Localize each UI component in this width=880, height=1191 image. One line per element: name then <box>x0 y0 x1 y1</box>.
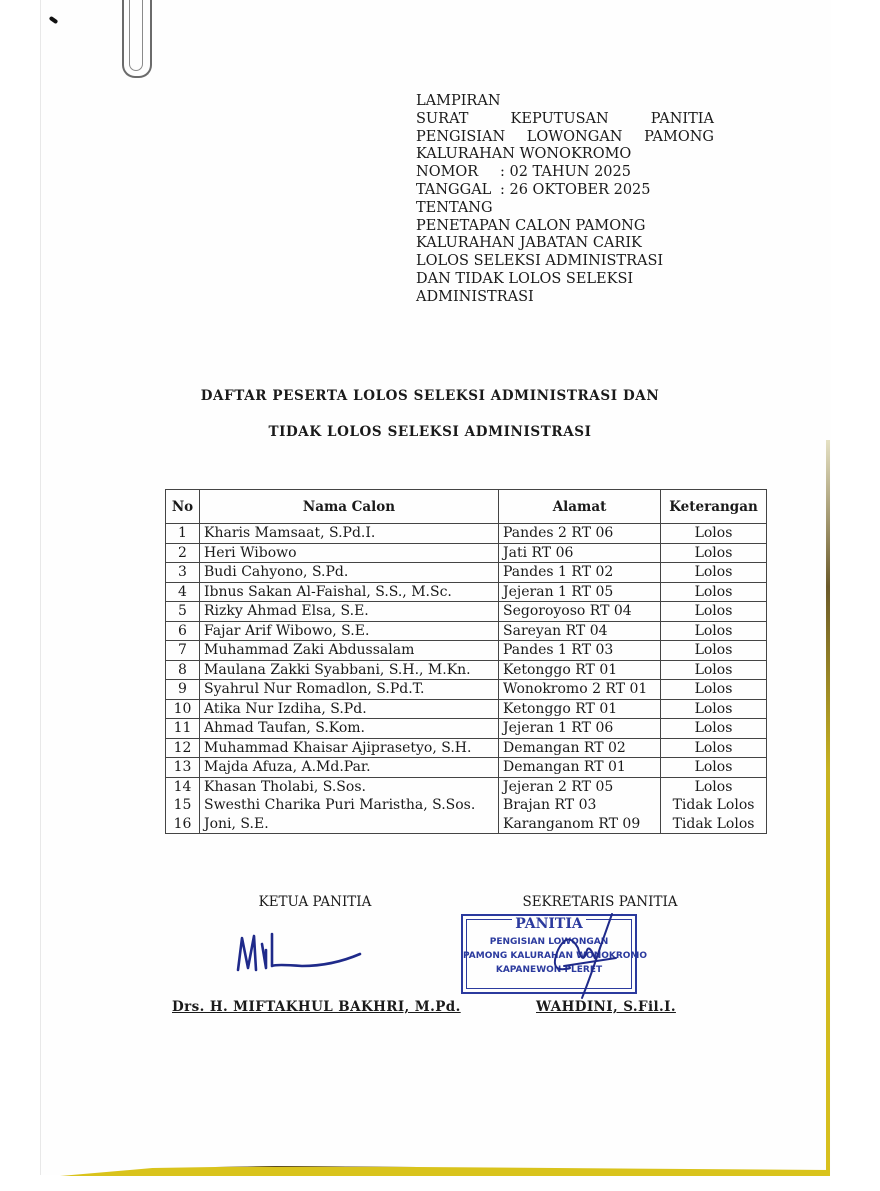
cell-no: 3 <box>166 563 200 583</box>
cell-nama: Syahrul Nur Romadlon, S.Pd.T. <box>200 680 499 700</box>
lampiran-line-2 <box>416 111 714 129</box>
stamp-line: PAMONG KALURAHAN WONOKROMO <box>463 951 648 961</box>
attachment-header <box>416 93 714 307</box>
cell-alamat: Sareyan RT 04 <box>499 621 661 641</box>
cell-alamat: Pandes 1 RT 03 <box>499 641 661 661</box>
cell-no: 8 <box>166 660 200 680</box>
cell-nama: Khasan Tholabi, S.Sos. <box>200 777 499 796</box>
cell-nama: Budi Cahyono, S.Pd. <box>200 563 499 583</box>
stamp-title: PANITIA <box>512 916 586 932</box>
header-word: LOWONGAN <box>526 128 623 145</box>
tanggal-label: TANGGAL <box>416 181 492 198</box>
header-word: SURAT <box>416 110 469 127</box>
cell-alamat: Demangan RT 02 <box>499 738 661 758</box>
cell-no: 2 <box>166 543 200 563</box>
sekretaris-role: SEKRETARIS PANITIA <box>522 894 678 910</box>
cell-alamat: Ketonggo RT 01 <box>499 660 661 680</box>
cell-nama: Kharis Mamsaat, S.Pd.I. <box>200 524 499 544</box>
column-header-nama: Nama Calon <box>200 490 499 524</box>
cell-no: 16 <box>166 815 200 834</box>
cell-no: 9 <box>166 680 200 700</box>
tanggal-value: : 26 OKTOBER 2025 <box>500 181 651 198</box>
cell-nama: Majda Afuza, A.Md.Par. <box>200 758 499 778</box>
cell-keterangan: Lolos <box>661 602 767 622</box>
cell-keterangan: Lolos <box>661 680 767 700</box>
cell-keterangan: Lolos <box>661 641 767 661</box>
table-row <box>166 641 767 661</box>
cell-alamat: Ketonggo RT 01 <box>499 699 661 719</box>
cell-no: 10 <box>166 699 200 719</box>
table-body <box>166 524 767 834</box>
cell-no: 12 <box>166 738 200 758</box>
table-row <box>166 524 767 544</box>
table-row <box>166 738 767 758</box>
table-row <box>166 602 767 622</box>
cell-keterangan: Lolos <box>661 699 767 719</box>
cell-alamat: Jati RT 06 <box>499 543 661 563</box>
table-row <box>166 758 767 778</box>
cell-keterangan: Tidak Lolos <box>661 796 767 815</box>
cell-nama: Muhammad Zaki Abdussalam <box>200 641 499 661</box>
column-header-no: No <box>166 490 200 524</box>
sekretaris-signature-icon <box>530 908 630 1004</box>
table-row <box>166 582 767 602</box>
cell-keterangan: Lolos <box>661 543 767 563</box>
ketua-signature-icon <box>232 930 372 980</box>
ketua-role: KETUA PANITIA <box>258 894 372 910</box>
cell-keterangan: Lolos <box>661 777 767 796</box>
cell-keterangan: Lolos <box>661 621 767 641</box>
cell-keterangan: Lolos <box>661 582 767 602</box>
table-row <box>166 621 767 641</box>
header-word: PANITIA <box>650 110 714 127</box>
participants-table <box>165 489 767 834</box>
header-word: KEPUTUSAN <box>510 110 609 127</box>
cell-keterangan: Lolos <box>661 719 767 739</box>
cell-keterangan: Lolos <box>661 660 767 680</box>
nomor-value: : 02 TAHUN 2025 <box>500 164 631 181</box>
table-row <box>166 815 767 834</box>
tentang-line: ADMINISTRASI <box>416 288 534 305</box>
cell-no: 14 <box>166 777 200 796</box>
cell-nama: Ahmad Taufan, S.Kom. <box>200 719 499 739</box>
cell-alamat: Karanganom RT 09 <box>499 815 661 834</box>
table-row <box>166 680 767 700</box>
stamp-line: PENGISIAN LOWONGAN <box>489 937 609 947</box>
column-header-keterangan: Keterangan <box>661 490 767 524</box>
tentang-line: DAN TIDAK LOLOS SELEKSI <box>416 270 634 287</box>
table-row <box>166 563 767 583</box>
paper-clip-icon <box>122 0 152 78</box>
sekretaris-name: WAHDINI, S.Fil.I. <box>536 999 676 1015</box>
cell-nama: Atika Nur Izdiha, S.Pd. <box>200 699 499 719</box>
table-row <box>166 699 767 719</box>
table-row <box>166 543 767 563</box>
cell-alamat: Brajan RT 03 <box>499 796 661 815</box>
document-title-line-2: TIDAK LOLOS SELEKSI ADMINISTRASI <box>268 424 592 440</box>
table-row <box>166 777 767 796</box>
cell-no: 13 <box>166 758 200 778</box>
cell-alamat: Jejeran 1 RT 05 <box>499 582 661 602</box>
cell-alamat: Segoroyoso RT 04 <box>499 602 661 622</box>
lampiran-line-3 <box>416 129 714 147</box>
cell-nama: Joni, S.E. <box>200 815 499 834</box>
header-word: PENGISIAN <box>416 128 506 145</box>
cell-keterangan: Lolos <box>661 524 767 544</box>
cell-no: 1 <box>166 524 200 544</box>
lampiran-line-4: KALURAHAN WONOKROMO <box>416 146 632 163</box>
ketua-name: Drs. H. MIFTAKHUL BAKHRI, M.Pd. <box>172 999 461 1015</box>
cell-no: 7 <box>166 641 200 661</box>
paper-edge-right <box>826 440 830 1175</box>
cell-nama: Muhammad Khaisar Ajiprasetyo, S.H. <box>200 738 499 758</box>
cell-keterangan: Lolos <box>661 758 767 778</box>
cell-alamat: Wonokromo 2 RT 01 <box>499 680 661 700</box>
cell-nama: Swesthi Charika Puri Maristha, S.Sos. <box>200 796 499 815</box>
cell-no: 5 <box>166 602 200 622</box>
cell-alamat: Jejeran 1 RT 06 <box>499 719 661 739</box>
cell-nama: Rizky Ahmad Elsa, S.E. <box>200 602 499 622</box>
cell-keterangan: Lolos <box>661 738 767 758</box>
tentang-line: PENETAPAN CALON PAMONG <box>416 217 646 234</box>
cell-keterangan: Lolos <box>661 563 767 583</box>
header-word: PAMONG <box>644 128 714 145</box>
table-header-row <box>166 490 767 524</box>
tanggal-row <box>416 182 714 200</box>
cell-no: 15 <box>166 796 200 815</box>
tentang-line: LOLOS SELEKSI ADMINISTRASI <box>416 253 664 270</box>
table-row <box>166 719 767 739</box>
cell-alamat: Pandes 2 RT 06 <box>499 524 661 544</box>
stamp-line: KAPANEWON PLERET <box>495 965 603 975</box>
cell-nama: Fajar Arif Wibowo, S.E. <box>200 621 499 641</box>
cell-no: 4 <box>166 582 200 602</box>
cell-keterangan: Tidak Lolos <box>661 815 767 834</box>
document-title-line-1: DAFTAR PESERTA LOLOS SELEKSI ADMINISTRASI DAN <box>200 388 660 404</box>
column-header-alamat: Alamat <box>499 490 661 524</box>
table-row <box>166 796 767 815</box>
nomor-label: NOMOR <box>416 164 479 181</box>
tentang-line: KALURAHAN JABATAN CARIK <box>416 235 642 252</box>
cell-no: 6 <box>166 621 200 641</box>
cell-no: 11 <box>166 719 200 739</box>
cell-alamat: Demangan RT 01 <box>499 758 661 778</box>
cell-nama: Ibnus Sakan Al-Faishal, S.S., M.Sc. <box>200 582 499 602</box>
cell-nama: Heri Wibowo <box>200 543 499 563</box>
cell-nama: Maulana Zakki Syabbani, S.H., M.Kn. <box>200 660 499 680</box>
tentang-line: TENTANG <box>416 199 493 216</box>
lampiran-label: LAMPIRAN <box>416 93 501 109</box>
nomor-row <box>416 164 714 182</box>
cell-alamat: Pandes 1 RT 02 <box>499 563 661 583</box>
cell-alamat: Jejeran 2 RT 05 <box>499 777 661 796</box>
table-row <box>166 660 767 680</box>
